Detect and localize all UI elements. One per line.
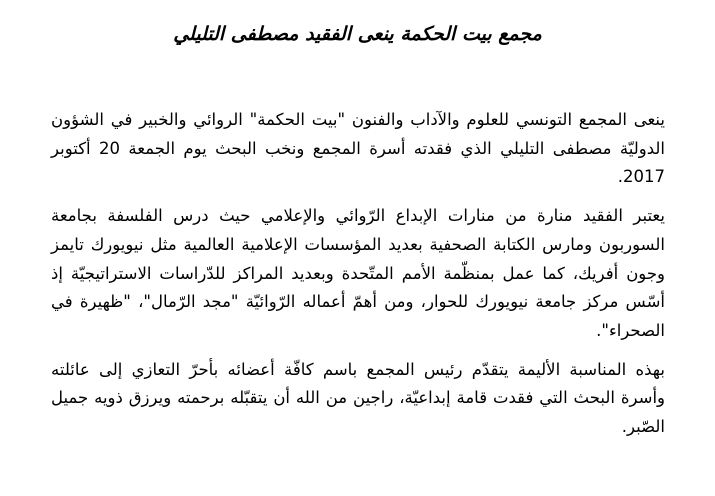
paragraph-announcement: ينعى المجمع التونسي للعلوم والآداب والفنون "بيت الحكمة" الروائي والخبير في الشؤون الدوليّة مصطفى التليلي الذي فقدته أسرة المجمع ونخب البحث يوم الجمعة 20 أكتوبر 2017. (51, 110, 665, 187)
document-body (51, 106, 665, 442)
paragraph-condolences: بهذه المناسبة الأليمة يتقدّم رئيس المجمع باسم كافّة أعضائه بأحرّ التعازي إلى عائلته وأسرة البحث التي فقدت قامة إبداعيّة، راجين من الله أن يتقبّله برحمته ويرزق ذويه جميل الصّبر. (51, 359, 665, 437)
document-title: مجمع بيت الحكمة ينعى الفقيد مصطفى التليلي (173, 23, 542, 45)
paragraph-biography: يعتبر الفقيد منارة من منارات الإبداع الرّوائي والإعلامي حيث درس الفلسفة بجامعة السوربون ومارس الكتابة الصحفية بعديد المؤسسات الإعلامية العالمية مثل نيويورك تايمز وجون أفريك، كما عمل بمنظّمة الأمم المتّحدة وبعديد المراكز للدّراسات الاستراتيجيّة إذ أسّس مركز جامعة نيويورك للحوار، ومن أهمّ أعماله الرّوائيّة "مجد الرّمال"، "ظهيرة في الصحراء". (51, 206, 665, 340)
